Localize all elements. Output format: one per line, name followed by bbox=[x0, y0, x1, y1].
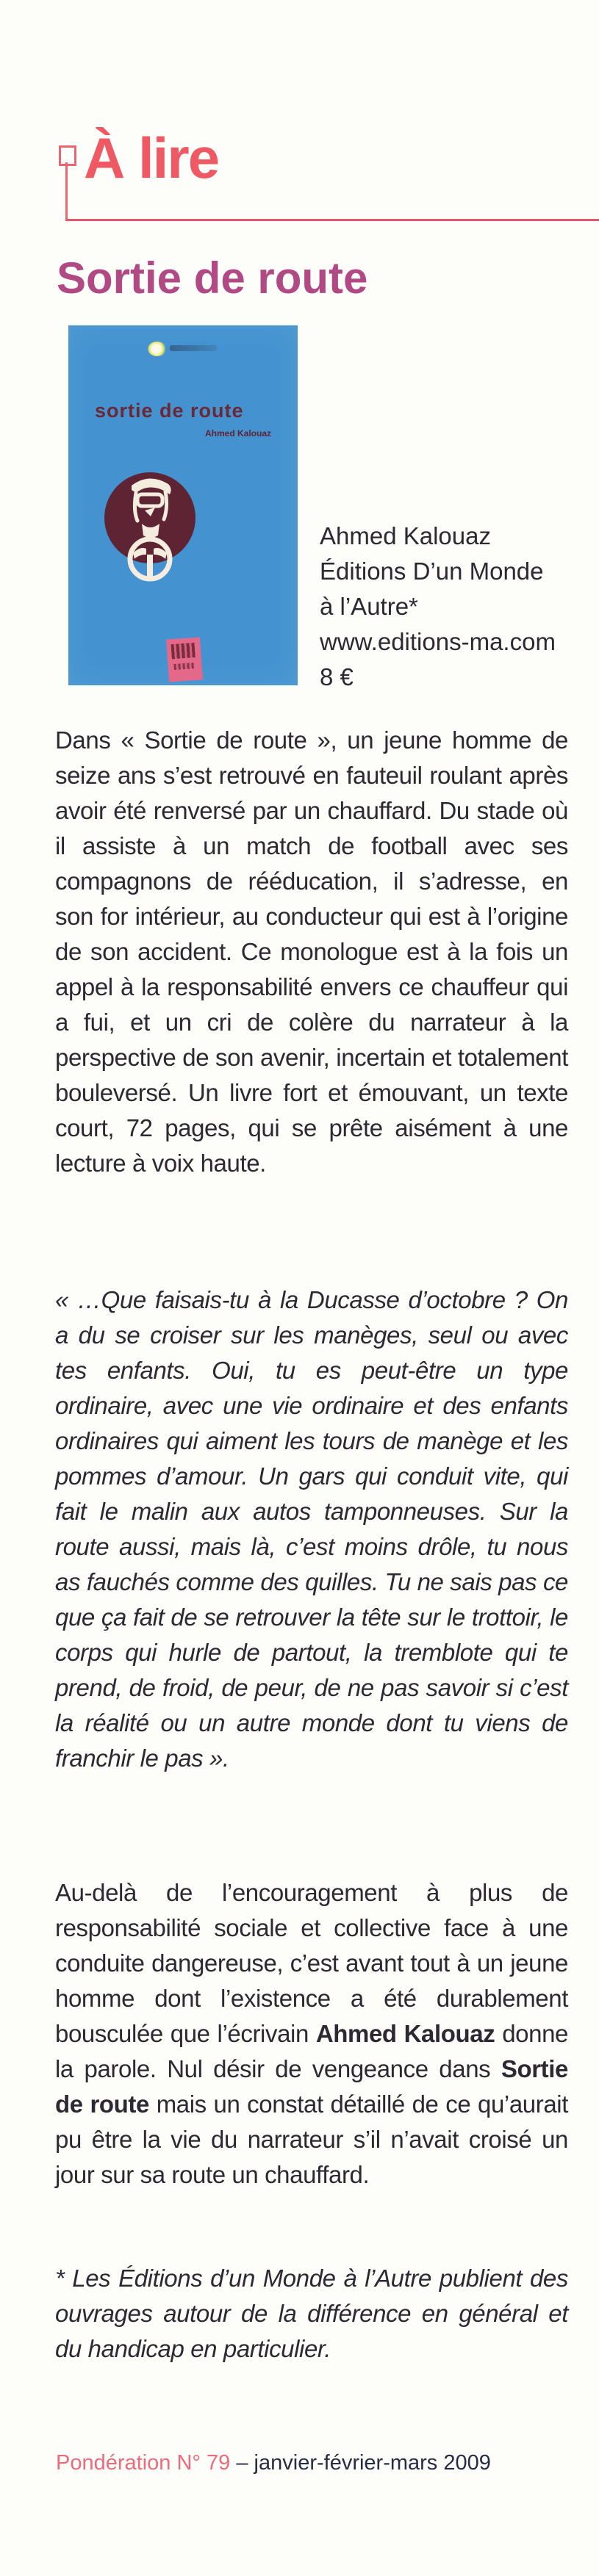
cover-author: Ahmed Kalouaz bbox=[204, 428, 271, 439]
commentary-text-before: Au-delà de l’encouragement à plus de responsabilité sociale et collective face à une conduite dangereuse, c’est avant tout à un jeune homme dont l’existence a été durablement bousculée que l’écrivain bbox=[55, 1879, 568, 2047]
book-price: 8 € bbox=[320, 663, 354, 690]
paragraph-review: Dans « Sortie de route », un jeune homme de seize ans s’est retrouvé en fauteuil roulant après avoir été renversé par un chauffard. Du stade où il assiste à un match de football avec ses compagnons de rééducation, il s’adresse, en son for intérieur, au conducteur qui est à l’origine de son accident. Ce monologue est à la fois un appel à la responsabilité envers ce chauffeur qui a fui, et un cri de colère du narrateur à la perspective de son avenir, incertain et totalement bouleversé. Un livre fort et émouvant, un texte court, 72 pages, qui se prête aisément à une lecture à voix haute. bbox=[55, 726, 568, 1177]
commentary-book-title: Sortie de route bbox=[55, 2055, 568, 2118]
commentary-author-name: Ahmed Kalouaz bbox=[315, 2020, 495, 2047]
stamp-mark bbox=[173, 663, 194, 670]
footer-issue-date: – janvier-février-mars 2009 bbox=[230, 2451, 491, 2475]
paragraph-commentary bbox=[55, 1875, 568, 2193]
publisher-url: www.editions-ma.com bbox=[320, 628, 556, 655]
article-title: Sortie de route bbox=[57, 253, 368, 303]
section-title: À lire bbox=[84, 126, 219, 190]
cover-title: sortie de route bbox=[95, 400, 244, 422]
commentary-text-middle: donne la parole. Nul désir de vengeance dans bbox=[55, 2020, 568, 2082]
book-publisher-line2: à l’Autre* bbox=[320, 593, 418, 620]
commentary-text-after: mais un constat détaillé de ce qu’aurait pu être la vie du narrateur s’il n’avait croisé un jour sur sa route un chauffard. bbox=[55, 2090, 568, 2188]
section-corner-square bbox=[59, 145, 76, 166]
book-cover-image bbox=[68, 325, 298, 685]
stamp-mark bbox=[171, 643, 196, 659]
book-info-block bbox=[320, 519, 584, 695]
cover-stamp bbox=[166, 637, 203, 682]
section-rule-vertical bbox=[65, 162, 68, 221]
paragraph-book-quote: « …Que faisais-tu à la Ducasse d’octobre ? On a du se croiser sur les manèges, seul ou avec tes enfants. Oui, tu es peut-être un type ordinaire, avec une vie ordinaire et des enfants ordinaires qui aiment les tours de manège et les pommes d’amour. Un gars qui conduit vite, qui fait le malin aux autos tamponneuses. Sur la route aussi, mais là, c’est moins drôle, tu nous as fauchés comme des quilles. Tu ne sais pas ce que ça fait de se retrouver la tête sur le trottoir, le corps qui hurle de partout, la tremblote qui te prend, de froid, de peur, de ne pas savoir si c’est la réalité ou un autre monde dont tu viens de franchir le pas ». bbox=[55, 1286, 568, 1772]
page-footer bbox=[56, 2450, 585, 2476]
publisher-logo-text bbox=[170, 345, 217, 351]
driver-face-illustration bbox=[104, 466, 199, 584]
publisher-logo-icon bbox=[148, 342, 167, 356]
book-publisher-line1: Éditions D’un Monde bbox=[320, 558, 544, 585]
footnote-publisher: * Les Éditions d’un Monde à l’Autre publient des ouvrages autour de la différence en général et du handicap en particulier. bbox=[55, 2265, 568, 2362]
book-author: Ahmed Kalouaz bbox=[320, 522, 491, 549]
footer-journal-name: Pondération N° 79 bbox=[56, 2451, 231, 2475]
section-rule-horizontal bbox=[65, 219, 599, 221]
